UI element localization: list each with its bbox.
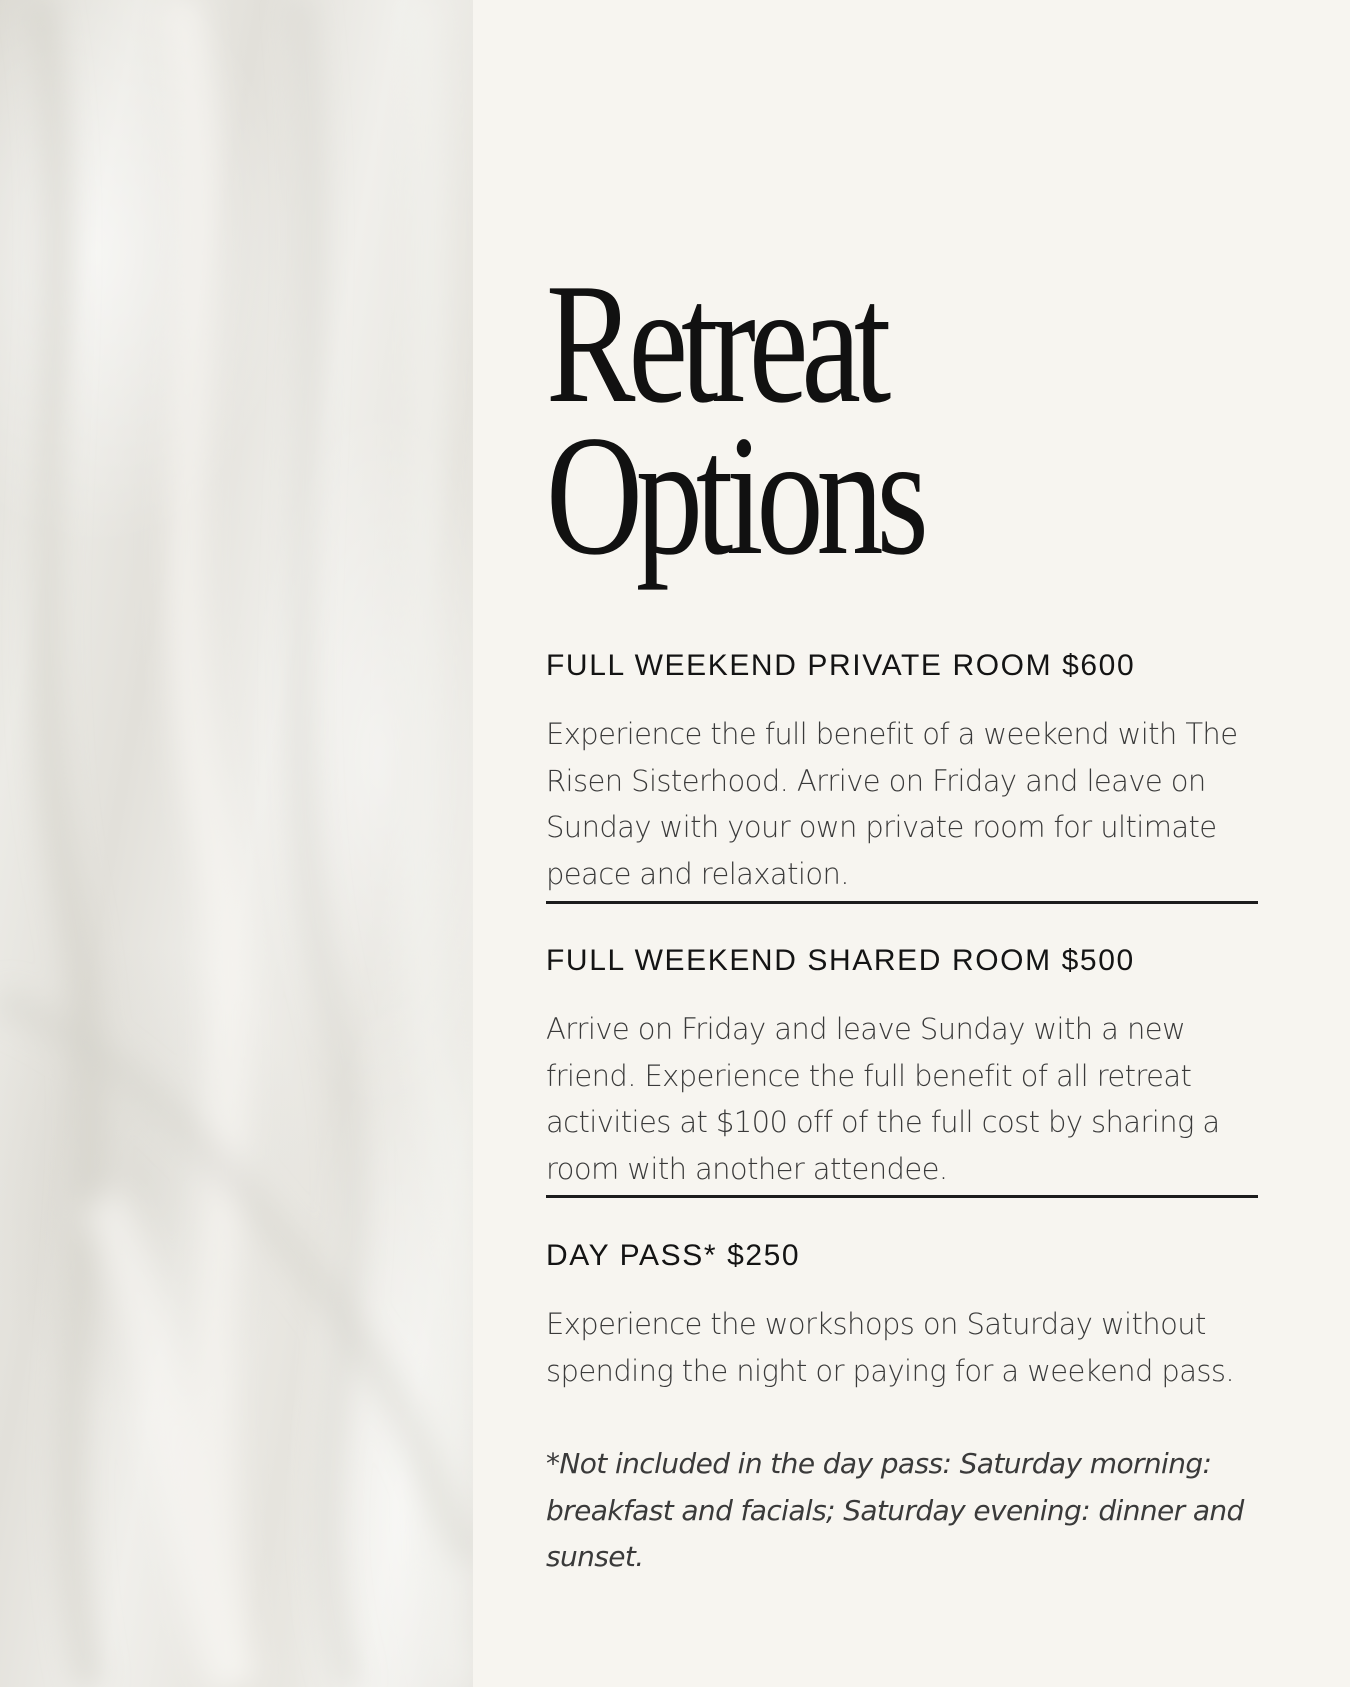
title-line-1: Retreat bbox=[546, 249, 885, 439]
option-description-private-room: Experience the full benefit of a weekend with The Risen Sisterhood. Arrive on Friday and leave on Sunday with your own private room for ultimate peace and relaxation. bbox=[546, 717, 1238, 891]
divider bbox=[546, 1195, 1258, 1198]
fabric-photo bbox=[0, 0, 473, 1687]
option-heading-day-pass: DAY PASS* $250 bbox=[546, 1239, 801, 1272]
page-title bbox=[546, 249, 922, 591]
option-heading-shared-room: FULL WEEKEND SHARED ROOM $500 bbox=[546, 944, 1135, 977]
day-pass-footnote: *Not included in the day pass: Saturday morning: breakfast and facials; Saturday evening: dinner and sunset. bbox=[546, 1447, 1244, 1573]
divider bbox=[546, 901, 1258, 904]
option-heading-private-room: FULL WEEKEND PRIVATE ROOM $600 bbox=[546, 649, 1136, 682]
option-description-day-pass: Experience the workshops on Saturday without spending the night or paying for a weekend pass. bbox=[546, 1307, 1235, 1388]
option-description-shared-room: Arrive on Friday and leave Sunday with a new friend. Experience the full benefit of all retreat activities at $100 off of the full cost by sharing a room with another attendee. bbox=[546, 1012, 1220, 1186]
title-line-2: Options bbox=[546, 401, 922, 591]
fabric-folds bbox=[0, 0, 473, 1687]
